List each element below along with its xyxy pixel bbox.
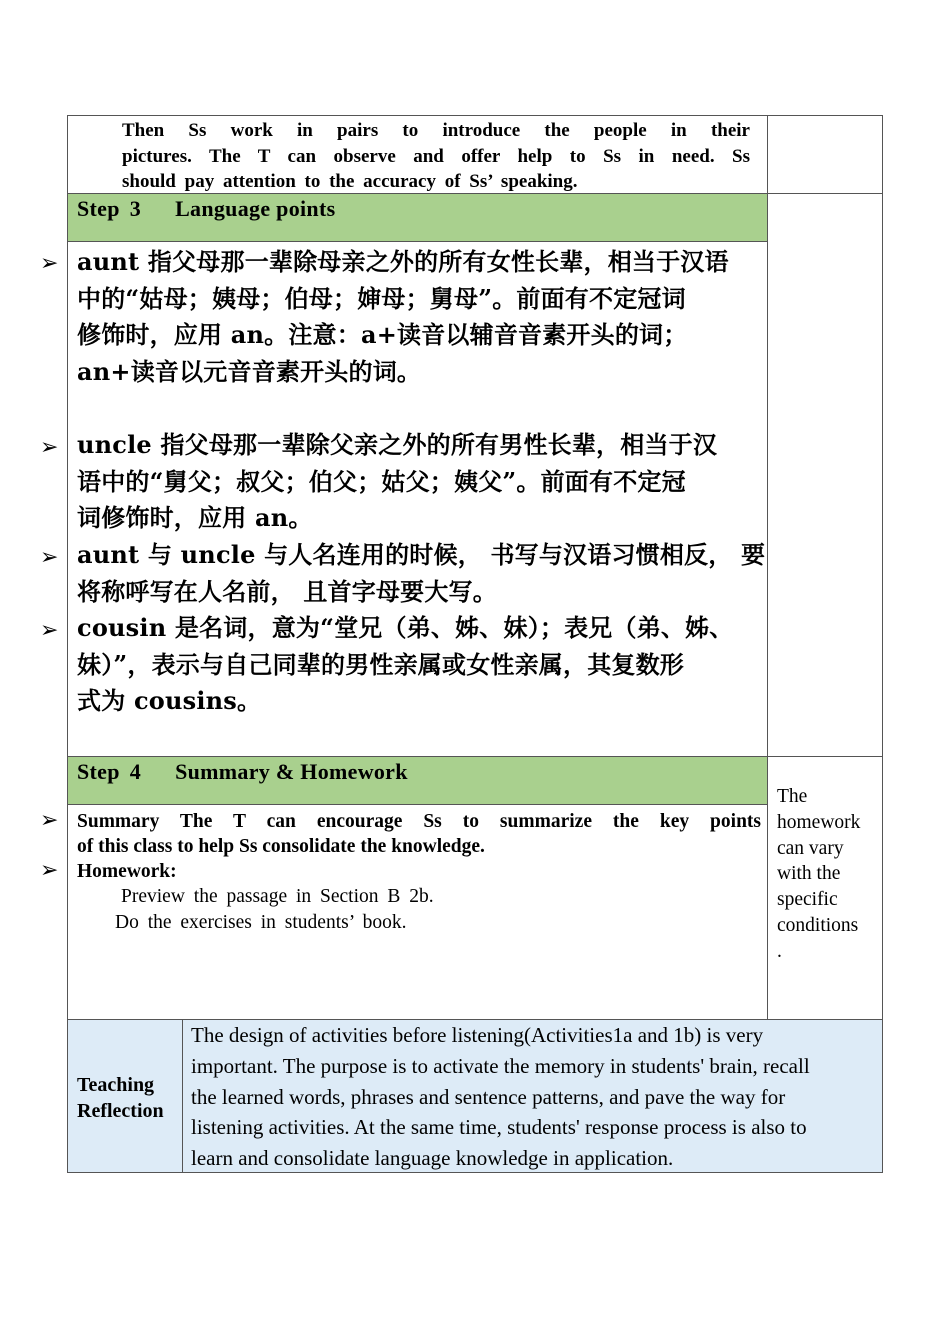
summary-text	[77, 809, 761, 884]
step3-title	[77, 196, 335, 222]
language-point-line: cousin 是名词，意为“堂兄（弟、姊、妹）；表兄（弟、姊、	[77, 613, 734, 642]
language-point-line: uncle 指父母那一辈除父亲之外的所有男性长辈，相当于汉	[77, 430, 718, 459]
language-point-line: 语中的“舅父；叔父；伯父；姑父；姨父”。前面有不定冠	[77, 466, 686, 496]
language-point-name-usage	[77, 537, 766, 610]
language-point-line: an+读音以元音音素开头的词。	[77, 356, 422, 386]
bullet-arrow-icon: ➢	[40, 617, 59, 642]
homework-note	[777, 784, 877, 965]
reflection-line: important. The purpose is to activate the memory in students' brain, recall	[191, 1053, 810, 1078]
bullet-arrow-icon: ➢	[40, 544, 59, 569]
note-line: conditions	[777, 914, 859, 936]
note-line: The	[777, 786, 808, 807]
note-line: with the	[777, 863, 841, 885]
step3-side-cell	[767, 193, 883, 757]
top-row-text	[122, 118, 750, 195]
step-title-text: Language points	[175, 196, 336, 221]
bullet-arrow-icon: ➢	[40, 807, 59, 832]
language-point-line: 式为 cousins。	[77, 686, 262, 715]
reflection-label-line: Reflection	[77, 1100, 164, 1122]
reflection-line: The design of activities before listening(Activities1a and 1b) is very	[191, 1023, 764, 1047]
note-line: homework	[777, 811, 861, 833]
language-point-line: aunt 指父母那一辈除母亲之外的所有女性长辈，相当于汉语	[77, 247, 729, 276]
homework-list	[77, 884, 434, 935]
language-point-uncle	[77, 427, 761, 537]
step-number: 4	[129, 759, 142, 784]
homework-item: Do the exercises in students’ book.	[115, 911, 407, 933]
bullet-arrow-icon: ➢	[40, 434, 59, 459]
top-row-line: should pay attention to the accuracy of Ss’ speaking.	[122, 171, 578, 192]
reflection-line: learn and consolidate language knowledge in application.	[191, 1146, 674, 1171]
top-row-line: Then Ss work in pairs to introduce the people in their	[122, 120, 750, 141]
bullet-arrow-icon: ➢	[40, 250, 59, 275]
reflection-line: the learned words, phrases and sentence patterns, and pave the way for	[191, 1084, 786, 1109]
summary-line: of this class to help Ss consolidate the knowledge.	[77, 836, 485, 857]
step4-title	[77, 759, 408, 785]
language-point-line: 将称呼写在人名前， 且首字母要大写。	[77, 576, 497, 606]
step-label: Step	[77, 196, 120, 221]
language-point-line: 修饰时，应用 an。注意：a+读音以辅音音素开头的词；	[77, 320, 688, 349]
teaching-reflection-label	[77, 1072, 179, 1124]
reflection-label-line: Teaching	[77, 1074, 155, 1096]
language-point-cousin	[77, 610, 761, 720]
teaching-reflection-text	[191, 1020, 871, 1174]
note-line: can vary	[777, 837, 844, 859]
homework-label: Homework:	[77, 861, 177, 882]
top-row-side-cell	[767, 115, 883, 194]
step-number: 3	[129, 196, 142, 221]
language-point-aunt	[77, 244, 761, 390]
language-point-line: 词修饰时，应用 an。	[77, 503, 313, 532]
language-point-line: 妹）”，表示与自己同辈的男性亲属或女性亲属，其复数形	[77, 649, 685, 679]
note-line: specific	[777, 889, 838, 911]
bullet-arrow-icon: ➢	[40, 857, 59, 882]
reflection-line: listening activities. At the same time, students' response process is also to	[191, 1115, 807, 1140]
language-point-line: aunt 与 uncle 与人名连用的时候， 书写与汉语习惯相反， 要	[77, 540, 766, 569]
homework-item: Preview the passage in Section B 2b.	[121, 886, 434, 907]
summary-line: Summary The T can encourage Ss to summarize the key points	[77, 811, 761, 832]
language-point-line: 中的“姑母；姨母；伯母；婶母；舅母”。前面有不定冠词	[77, 283, 686, 313]
note-line: .	[777, 940, 782, 962]
step-label: Step	[77, 759, 120, 784]
step-title-text: Summary & Homework	[175, 759, 408, 784]
top-row-line: pictures. The T can observe and offer help to Ss in need. Ss	[122, 145, 750, 167]
